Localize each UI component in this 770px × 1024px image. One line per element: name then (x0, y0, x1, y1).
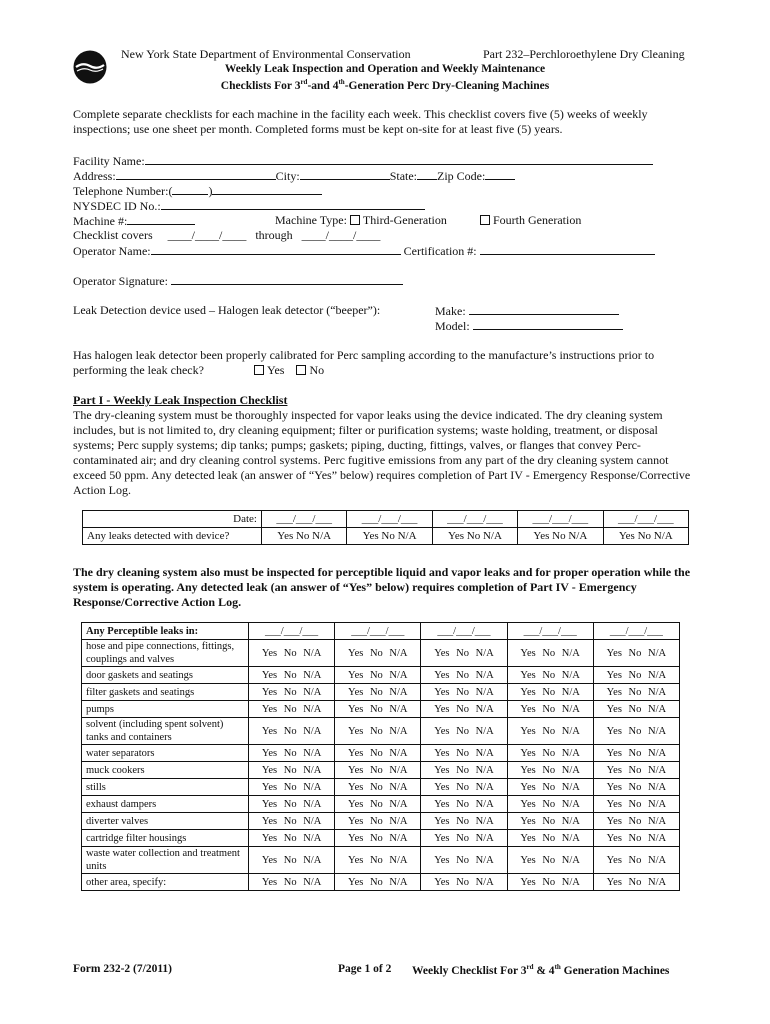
leaks-device-label: Any leaks detected with device? (83, 528, 262, 545)
leak-location-label: stills (82, 779, 249, 796)
make-row (435, 303, 619, 319)
table-row (82, 701, 680, 718)
answer-cell[interactable]: Yes No N/A (249, 745, 335, 762)
table-row (82, 745, 680, 762)
table-row (82, 762, 680, 779)
intro-text: Complete separate checklists for each machine in the facility each week. This checklist covers five (5) weeks of weekly inspections; use one sheet per month. Completed forms must be kept on-site for at least five (5) years. (73, 107, 648, 136)
answer-cell[interactable]: Yes No N/A (335, 847, 421, 874)
answer-cell[interactable]: Yes No N/A (421, 779, 507, 796)
form-title-line1: Weekly Leak Inspection and Operation and Weekly Maintenance (224, 63, 546, 75)
answer-cell[interactable]: Yes No N/A (335, 779, 421, 796)
city-label: City: (275, 169, 300, 183)
answer-cell[interactable]: Yes No N/A (421, 796, 507, 813)
perceptible-header-label: Any Perceptible leaks in: (82, 623, 249, 640)
answer-cell[interactable]: Yes No N/A (249, 874, 335, 891)
signature-row (73, 273, 403, 289)
form-title-line2: Checklists For 3rd-and 4th-Generation Perc Dry-Cleaning Machines (220, 78, 550, 92)
leak-location-label: diverter valves (82, 813, 249, 830)
answer-cell[interactable]: Yes No N/A (507, 779, 593, 796)
address-row (73, 168, 515, 184)
answer-cell[interactable]: Yes No N/A (335, 830, 421, 847)
table-header-row (82, 623, 680, 640)
make-label: Make: (435, 304, 466, 318)
make-field[interactable] (469, 303, 619, 315)
leak-location-label: waste water collection and treatment units (82, 847, 249, 874)
answer-cell[interactable]: Yes No N/A (249, 640, 335, 667)
regulation-part: Part 232–Perchloroethylene Dry Cleaning (483, 47, 685, 61)
answer-cell[interactable]: Yes No N/A (593, 813, 679, 830)
leak-location-label: solvent (including spent solvent) tanks and containers (82, 718, 249, 745)
answer-cell[interactable]: Yes No N/A (249, 847, 335, 874)
machine-num-field[interactable] (127, 213, 195, 225)
answer-cell[interactable]: Yes No N/A (593, 762, 679, 779)
city-field[interactable] (300, 168, 390, 180)
answer-cell[interactable]: Yes No N/A (593, 701, 679, 718)
answer-cell[interactable]: Yes No N/A (507, 796, 593, 813)
answer-cell[interactable]: Yes No N/A (347, 528, 432, 545)
answer-cell[interactable]: Yes No N/A (335, 874, 421, 891)
form-number: Form 232-2 (7/2011) (73, 963, 173, 975)
machine-row (73, 213, 195, 229)
answer-cell[interactable]: Yes No N/A (249, 830, 335, 847)
answer-cell[interactable]: Yes No N/A (507, 745, 593, 762)
operator-signature-label: Operator Signature: (73, 274, 168, 288)
table-row (82, 779, 680, 796)
answer-cell[interactable]: Yes No N/A (507, 718, 593, 745)
date-cell[interactable]: ___/___/___ (518, 511, 603, 528)
part1-heading: Part I - Weekly Leak Inspection Checklist (73, 393, 288, 407)
table-row (82, 813, 680, 830)
nysdec-field[interactable] (161, 198, 425, 210)
answer-cell[interactable]: Yes No N/A (249, 779, 335, 796)
answer-cell[interactable]: Yes No N/A (421, 745, 507, 762)
answer-cell[interactable]: Yes No N/A (421, 762, 507, 779)
covers-end-date[interactable]: ____/____/____ (301, 228, 381, 242)
date-cell[interactable]: ___/___/___ (347, 511, 432, 528)
table-row (82, 796, 680, 813)
model-field[interactable] (473, 318, 623, 330)
date-cell[interactable]: ___/___/___ (603, 511, 688, 528)
calibration-yes-checkbox[interactable] (254, 365, 264, 375)
operator-row (73, 243, 655, 259)
answer-cell[interactable]: Yes No N/A (421, 667, 507, 684)
answer-cell[interactable]: Yes No N/A (603, 528, 688, 545)
answer-cell[interactable]: Yes No N/A (335, 813, 421, 830)
covers-row (73, 228, 380, 243)
date-label: Date: (83, 511, 262, 528)
calibration-yes-label: Yes (267, 363, 285, 377)
leak-location-label: other area, specify: (82, 874, 249, 891)
leak-device-label: Leak Detection device used – Halogen leak detector (“beeper”): (73, 303, 381, 317)
answer-cell[interactable]: Yes No N/A (335, 796, 421, 813)
answer-cell[interactable]: Yes No N/A (421, 684, 507, 701)
footer-title: Weekly Checklist For 3rd & 4th Generation Machines (412, 963, 670, 977)
table-row (82, 718, 680, 745)
answer-cell[interactable]: Yes No N/A (421, 874, 507, 891)
answer-cell[interactable]: Yes No N/A (421, 847, 507, 874)
nysdec-label: NYSDEC ID No.: (73, 199, 161, 213)
fourth-gen-option (480, 213, 581, 228)
answer-cell[interactable]: Yes No N/A (593, 667, 679, 684)
state-label: State: (389, 169, 418, 183)
telephone-row (73, 183, 322, 199)
table-row (82, 874, 680, 891)
answer-cell[interactable]: Yes No N/A (335, 762, 421, 779)
answer-cell[interactable]: Yes No N/A (593, 718, 679, 745)
answer-cell[interactable]: Yes No N/A (421, 640, 507, 667)
answer-cell[interactable]: Yes No N/A (249, 762, 335, 779)
facility-name-row (73, 153, 653, 169)
answer-cell[interactable]: Yes No N/A (507, 667, 593, 684)
calibration-question: Has halogen leak detector been properly calibrated for Perc sampling according to the manufacture’s instructions prior to (73, 348, 655, 362)
covers-start-date[interactable]: ____/____/____ (167, 228, 247, 242)
answer-cell[interactable]: Yes No N/A (593, 779, 679, 796)
covers-label: Checklist covers (73, 228, 153, 242)
leak-device-table (82, 510, 689, 545)
answer-cell[interactable]: Yes No N/A (507, 640, 593, 667)
third-gen-label: Third-Generation (362, 213, 447, 227)
through-label: through (255, 228, 293, 242)
answer-cell[interactable]: Yes No N/A (249, 667, 335, 684)
table-row (82, 684, 680, 701)
answer-cell[interactable]: Yes No N/A (593, 684, 679, 701)
calibration-options (254, 363, 324, 378)
answer-cell[interactable]: Yes No N/A (421, 701, 507, 718)
third-gen-checkbox[interactable] (350, 215, 360, 225)
model-row (435, 318, 623, 334)
answer-cell[interactable]: Yes No N/A (335, 684, 421, 701)
area-code-field[interactable] (172, 183, 208, 195)
zip-label: Zip Code: (437, 169, 486, 183)
answer-cell[interactable]: Yes No N/A (335, 640, 421, 667)
zip-field[interactable] (485, 168, 515, 180)
nysdec-row (73, 198, 425, 214)
answer-cell[interactable]: Yes No N/A (507, 684, 593, 701)
operator-name-label: Operator Name: (73, 244, 151, 258)
answer-cell[interactable]: Yes No N/A (249, 701, 335, 718)
answer-cell[interactable]: Yes No N/A (421, 718, 507, 745)
answer-cell[interactable]: Yes No N/A (593, 796, 679, 813)
answer-cell[interactable]: Yes No N/A (335, 701, 421, 718)
model-label: Model: (435, 319, 470, 333)
table-row (82, 640, 680, 667)
address-label: Address: (73, 169, 116, 183)
answer-cell[interactable]: Yes No N/A (421, 830, 507, 847)
answer-cell[interactable]: Yes No N/A (335, 718, 421, 745)
answer-cell[interactable]: Yes No N/A (432, 528, 517, 545)
part2-note: The dry cleaning system also must be inspected for perceptible liquid and vapor leaks and for proper operation while the system is operating. Any detected leak (an answer of “Yes” below) requires completion of Part IV - Emergency Response/Corrective Action Log. (73, 565, 691, 609)
leak-location-label: filter gaskets and seatings (82, 684, 249, 701)
operator-signature-field[interactable] (171, 273, 403, 285)
fourth-gen-checkbox[interactable] (480, 215, 490, 225)
facility-name-field[interactable] (145, 153, 653, 165)
fourth-gen-label: Fourth Generation (493, 213, 582, 227)
leak-location-label: muck cookers (82, 762, 249, 779)
answer-cell[interactable]: Yes No N/A (518, 528, 603, 545)
answer-cell[interactable]: Yes No N/A (249, 684, 335, 701)
address-field[interactable] (116, 168, 276, 180)
part1-body: The dry-cleaning system must be thoroughly inspected for vapor leaks using the device indicated. The dry cleaning system includes, but is not limited to, dry cleaning equipment; filter or purification systems; waste holding, treatment, or disposal systems; Perc supply systems; dip tanks; pumps; gaskets; piping, ducting, fittings, valves, or flanges that convey Perc-contaminated air; and dry cleaning control systems. Perc fugitive emissions from any part of the dry cleaning system cannot exceed 50 ppm. Any detected leak (an answer of “Yes” below) requires completion of Part IV - Emergency Response/Corrective Action Log. (73, 408, 691, 497)
machine-type-label: Machine Type: (275, 213, 347, 227)
answer-cell[interactable]: Yes No N/A (507, 830, 593, 847)
leak-location-label: exhaust dampers (82, 796, 249, 813)
machine-type (275, 213, 447, 228)
answer-cell[interactable]: Yes No N/A (507, 762, 593, 779)
operator-name-field[interactable] (151, 243, 401, 255)
calibration-no-label: No (309, 363, 325, 377)
state-field[interactable] (417, 168, 437, 180)
answer-cell[interactable]: Yes No N/A (593, 830, 679, 847)
answer-cell[interactable]: Yes No N/A (507, 813, 593, 830)
page-number: Page 1 of 2 (338, 963, 392, 975)
certification-label: Certification #: (403, 244, 477, 258)
answer-cell[interactable]: Yes No N/A (249, 796, 335, 813)
leak-location-label: hose and pipe connections, fittings, couplings and valves (82, 640, 249, 667)
table-row (82, 830, 680, 847)
date-cell[interactable]: ___/___/___ (421, 623, 507, 640)
answer-cell[interactable]: Yes No N/A (593, 640, 679, 667)
certification-field[interactable] (480, 243, 655, 255)
answer-cell[interactable]: Yes No N/A (335, 745, 421, 762)
date-cell[interactable]: ___/___/___ (249, 623, 335, 640)
table-row (83, 528, 689, 545)
telephone-paren: ) (208, 184, 213, 198)
date-cell[interactable]: ___/___/___ (262, 511, 347, 528)
leak-location-label: cartridge filter housings (82, 830, 249, 847)
answer-cell[interactable]: Yes No N/A (593, 847, 679, 874)
answer-cell[interactable]: Yes No N/A (507, 847, 593, 874)
agency-name: New York State Department of Environmental Conservation (121, 47, 411, 61)
telephone-field[interactable] (212, 183, 322, 195)
answer-cell[interactable]: Yes No N/A (507, 701, 593, 718)
table-row (82, 847, 680, 874)
facility-name-label: Facility Name: (73, 154, 145, 168)
date-cell[interactable]: ___/___/___ (507, 623, 593, 640)
answer-cell[interactable]: Yes No N/A (421, 813, 507, 830)
answer-cell[interactable]: Yes No N/A (249, 813, 335, 830)
answer-cell[interactable]: Yes No N/A (593, 874, 679, 891)
answer-cell[interactable]: Yes No N/A (262, 528, 347, 545)
date-cell[interactable]: ___/___/___ (335, 623, 421, 640)
date-cell[interactable]: ___/___/___ (593, 623, 679, 640)
date-cell[interactable]: ___/___/___ (432, 511, 517, 528)
answer-cell[interactable]: Yes No N/A (335, 667, 421, 684)
leak-location-label: door gaskets and seatings (82, 667, 249, 684)
machine-num-label: Machine #: (73, 214, 128, 228)
answer-cell[interactable]: Yes No N/A (507, 874, 593, 891)
perceptible-leaks-table (81, 622, 680, 891)
table-row (82, 667, 680, 684)
answer-cell[interactable]: Yes No N/A (593, 745, 679, 762)
perceptible-leaks-body (82, 623, 680, 891)
telephone-label: Telephone Number:( (73, 184, 173, 198)
calibration-question-line2: performing the leak check? (73, 363, 204, 377)
leak-location-label: water separators (82, 745, 249, 762)
leak-location-label: pumps (82, 701, 249, 718)
table-row (83, 511, 689, 528)
calibration-no-checkbox[interactable] (296, 365, 306, 375)
answer-cell[interactable]: Yes No N/A (249, 718, 335, 745)
